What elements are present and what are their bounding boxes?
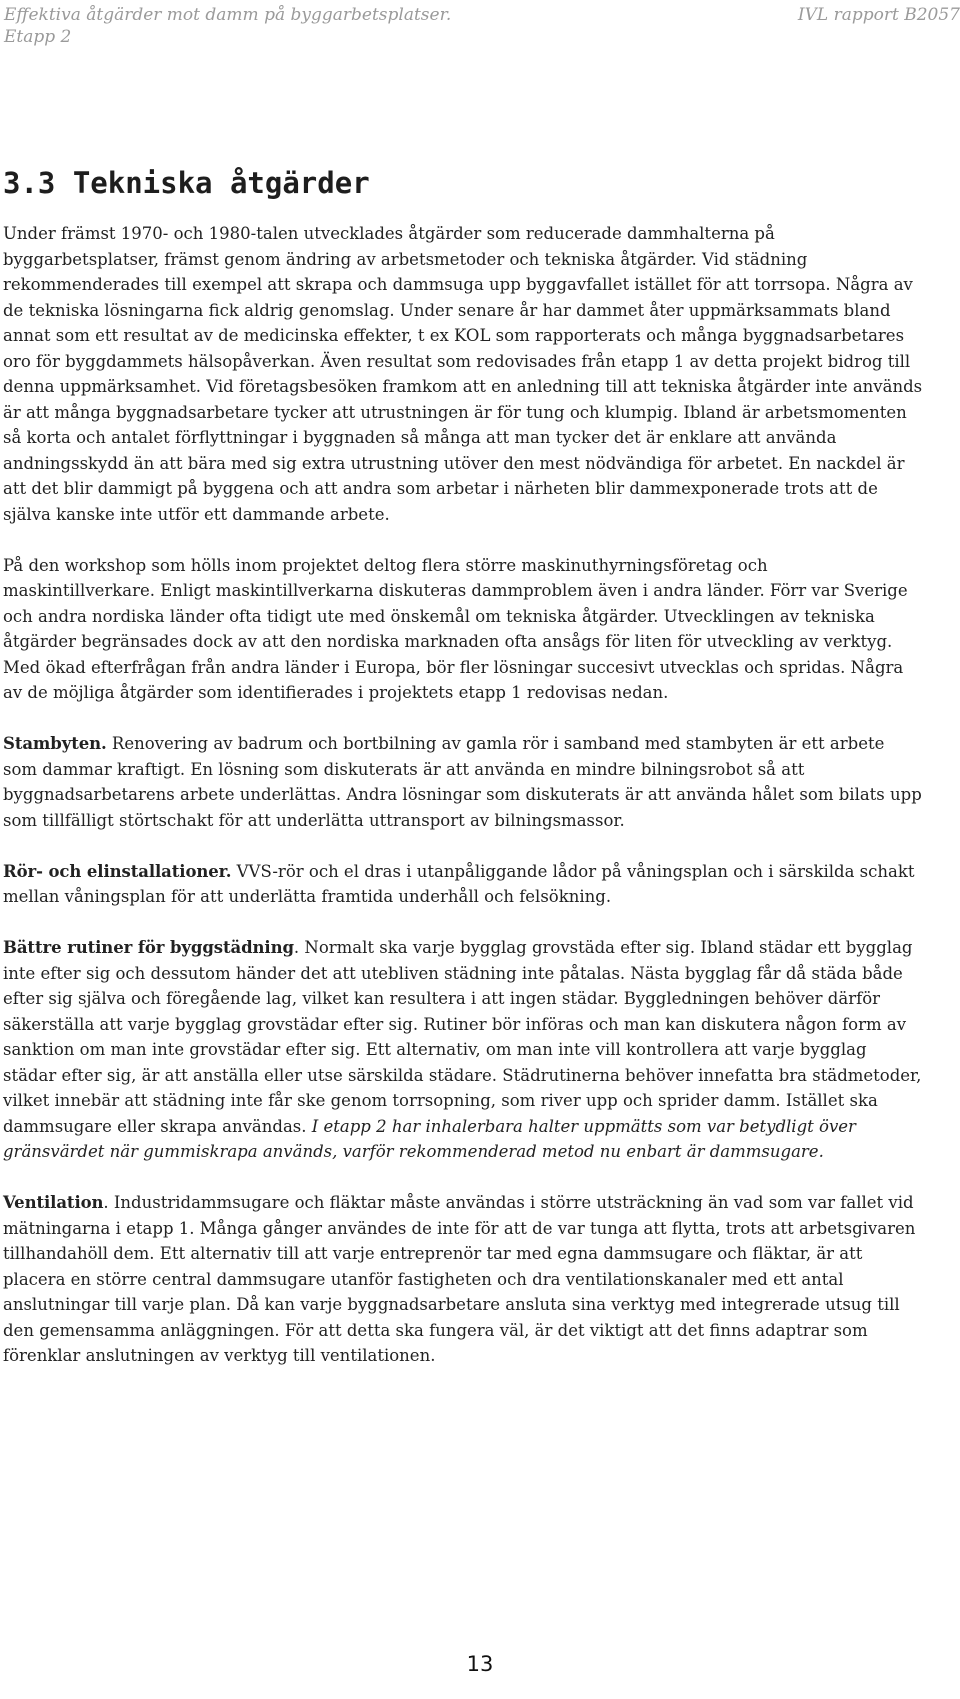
paragraph-stadning-lead: Bättre rutiner för byggstädning — [3, 938, 294, 957]
paragraph-installationer-lead: Rör- och elinstallationer. — [3, 861, 232, 881]
paragraph-installationer — [3, 859, 923, 910]
section-heading: 3.3 Tekniska åtgärder — [3, 166, 370, 200]
paragraph-stadning — [3, 935, 923, 1165]
paragraph-intro-text: Under främst 1970- och 1980-talen utvecklades åtgärder som reducerade dammhalterna på byggarbetsplatser, främst genom ändring av arbetsmetoder och tekniska åtgärder. Vid städning rekommenderades till exempel att skrapa och dammsuga upp byggavfallet istället för att torrsopa. Några av de tekniska lösningarna fick aldrig genomslag. Under senare år har dammet åter uppmärksammats bland annat som ett resultat av de medicinska effekter, t ex KOL som rapporterats och många byggnadsarbetares oro för byggdammets hälsopåverkan. Även resultat som redovisades från etapp 1 av detta projekt bidrog till denna uppmärksamhet. Vid företagsbesöken framkom att en anledning till att tekniska åtgärder inte används är att många byggnadsarbetare tycker att utrustningen är för tung och klumpig. Ibland är arbetsmomenten så korta och antalet förflyttningar i byggnaden så många att man tycker det är enklare att använda andningsskydd än att bära med sig extra utrustning utöver den mest nödvändiga för arbetet. En nackdel är att det blir dammigt på byggena och att andra som arbetar i närheten blir dammexponerade trots att de själva kanske inte utför ett dammande arbete. — [3, 224, 923, 524]
paragraph-workshop-text: På den workshop som hölls inom projektet deltog flera större maskinuthyrningsföretag och maskintillverkare. Enligt maskintillverkarna diskuteras dammproblem även i andra länder. Förr var Sverige och andra nordiska länder ofta tidigt ute med önskemål om tekniska åtgärder. Utvecklingen av tekniska åtgärder begränsades dock av att den nordiska marknaden ofta ansågs för liten för utveckling av verktyg. Med ökad efterfrågan från andra länder i Europa, bör fler lösningar succesivt utvecklas och spridas. Några av de möjliga åtgärder som identifierades i projektets etapp 1 redovisas nedan. — [3, 555, 908, 702]
paragraph-intro — [3, 221, 923, 527]
document-body — [3, 221, 923, 1394]
paragraph-stambyten-text: Renovering av badrum och bortbilning av gamla rör i samband med stambyten är ett arbete som dammar kraftigt. En lösning som diskuterats är att använda en mindre bilningsrobot så att byggnadsarbetarens arbete underlättas. Andra lösningar som diskuterats är att använda hålet som bilats upp som tillfälligt störtschakt för att underlätta uttransport av bilningsmassor. — [3, 734, 922, 830]
paragraph-stambyten-lead: Stambyten. — [3, 734, 107, 753]
paragraph-ventilation-lead: Ventilation — [3, 1193, 104, 1212]
paragraph-ventilation-text: . Industridammsugare och fläktar måste användas i större utsträckning än vad som var fallet vid mätningarna i etapp 1. Många gånger användes de inte för att de var tunga att flytta, trots att arbetsgivaren tillhandahöll dem. Ett alternativ till att varje entreprenör tar med egna dammsugare och fläktar, är att placera en större central dammsugare utanför fastigheten och dra ventilationskanaler med ett antal anslutningar till varje plan. Då kan varje byggnadsarbetare ansluta sina verktyg med integrerade utsug till den gemensamma anläggningen. För att detta ska fungera väl, är det viktigt att det finns adaptrar som förenklar anslutningen av verktyg till ventilationen. — [3, 1193, 916, 1365]
header-report-number: IVL rapport B2057 — [797, 5, 960, 25]
paragraph-stambyten — [3, 731, 923, 833]
page-header — [0, 4, 960, 48]
header-left — [4, 4, 451, 48]
header-document-title: Effektiva åtgärder mot damm på byggarbetsplatser. — [4, 5, 452, 25]
paragraph-workshop — [3, 553, 923, 706]
paragraph-stadning-italic: I etapp 2 har inhalerbara halter uppmätts som var betydligt över gränsvärdet när gummiskrapa används, varför rekommenderad metod nu enbart är dammsugare. — [3, 1116, 856, 1161]
paragraph-installationer-text: VVS-rör och el dras i utanpåliggande lådor på våningsplan och i särskilda schakt mellan våningsplan för att underlätta framtida underhåll och felsökning. — [3, 861, 915, 906]
header-stage: Etapp 2 — [4, 27, 72, 47]
paragraph-ventilation — [3, 1190, 923, 1369]
page-number: 13 — [466, 1652, 494, 1676]
paragraph-stadning-text: . Normalt ska varje bygglag grovstäda efter sig. Ibland städar ett bygglag inte efter sig och dessutom händer det att utebliven städning inte påtalas. Nästa bygglag får då städa både efter sig själva och föregående lag, vilket kan resultera i att ingen städar. Byggledningen behöver därför säkerställa att varje bygglag grovstädar efter sig. Rutiner bör införas och man kan diskutera någon form av sanktion om man inte grovstädar efter sig. Ett alternativ, om man inte vill kontrollera att varje bygglag städar efter sig, är att anställa eller utse särskilda städare. Städrutinerna behöver innefatta bra städmetoder, vilket innebär att städning inte får ske genom torrsopning, som river upp och sprider damm. Istället ska dammsugare eller skrapa användas. — [3, 938, 922, 1136]
